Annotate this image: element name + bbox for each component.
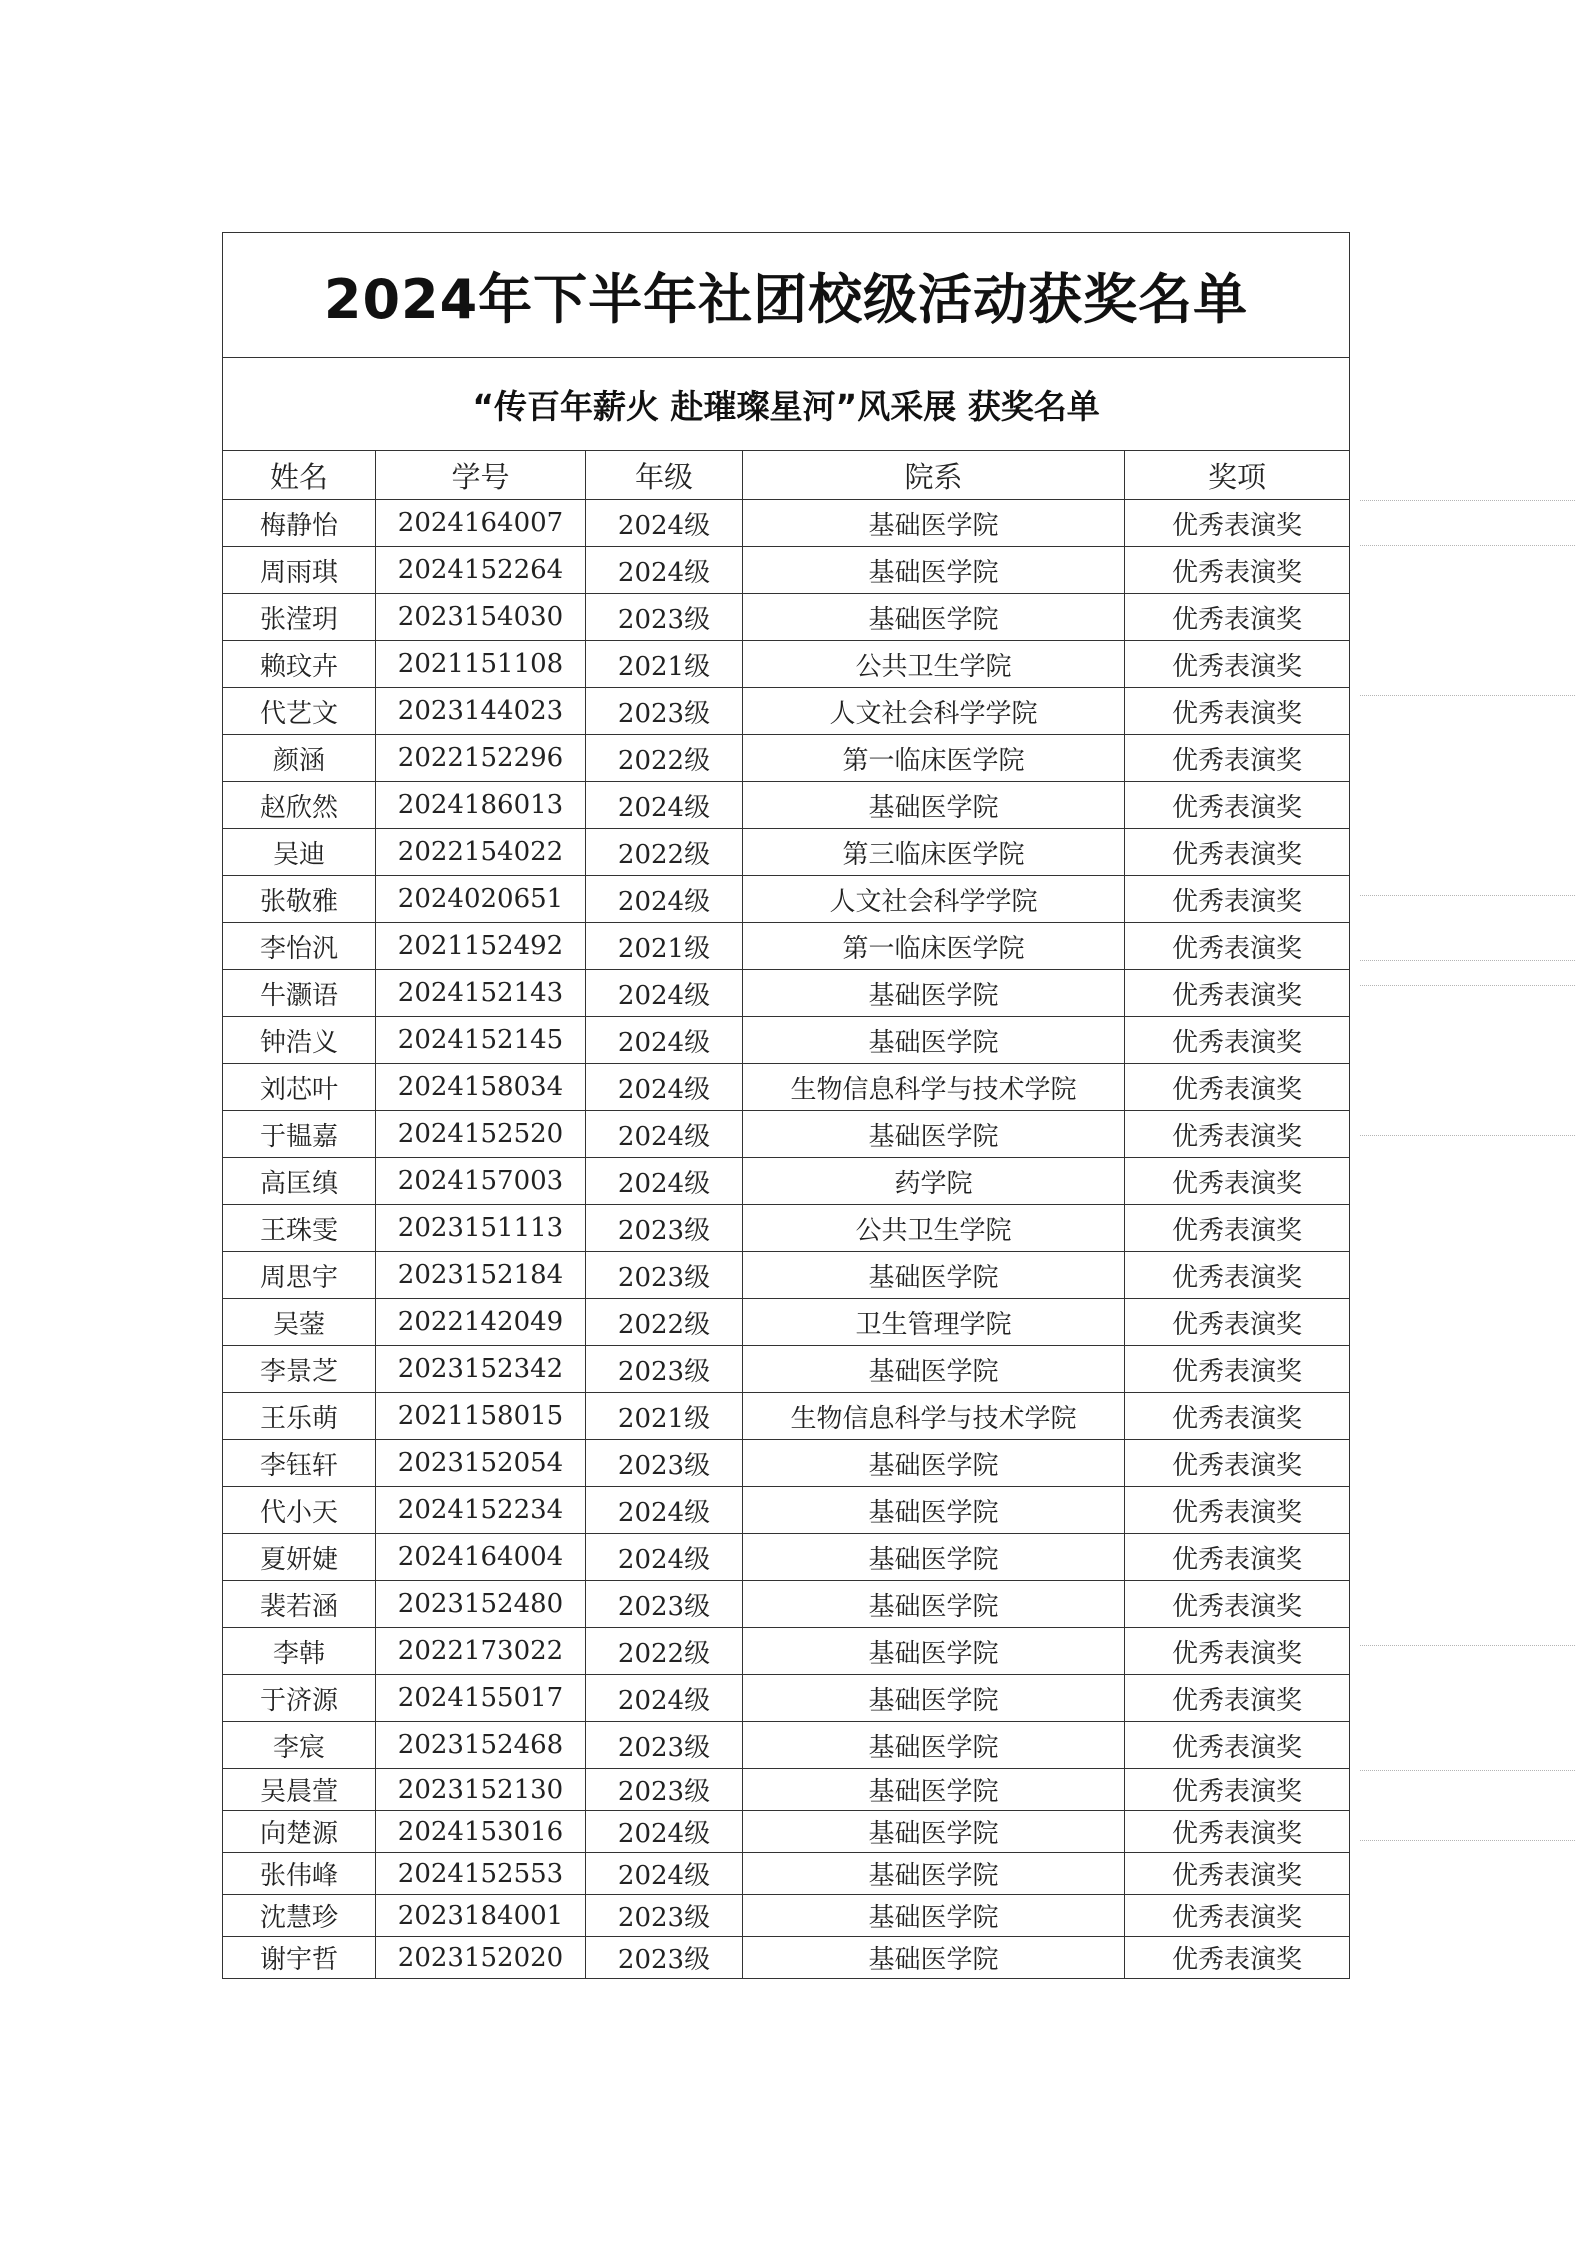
cell-award: 优秀表演奖 — [1125, 1628, 1350, 1675]
cell-award: 优秀表演奖 — [1125, 1205, 1350, 1252]
table-row — [223, 1299, 1350, 1346]
table-row — [223, 923, 1350, 970]
cell-name: 颜涵 — [223, 735, 376, 782]
cell-name: 吴晨萱 — [223, 1769, 376, 1811]
cell-name: 李钰轩 — [223, 1440, 376, 1487]
cell-department: 基础医学院 — [743, 1252, 1125, 1299]
table-row — [223, 1487, 1350, 1534]
cell-student-id: 2024153016 — [376, 1811, 586, 1853]
cell-grade: 2024级 — [586, 1017, 743, 1064]
cell-student-id: 2024158034 — [376, 1064, 586, 1111]
cell-grade: 2021级 — [586, 641, 743, 688]
cell-department: 第一临床医学院 — [743, 735, 1125, 782]
column-header-department: 院系 — [743, 451, 1125, 500]
cell-award: 优秀表演奖 — [1125, 1064, 1350, 1111]
margin-dotted-line — [1360, 1645, 1575, 1646]
cell-award: 优秀表演奖 — [1125, 1769, 1350, 1811]
cell-grade: 2022级 — [586, 829, 743, 876]
cell-award: 优秀表演奖 — [1125, 1017, 1350, 1064]
cell-student-id: 2023152020 — [376, 1937, 586, 1979]
cell-student-id: 2024152264 — [376, 547, 586, 594]
table-header — [223, 451, 1350, 500]
cell-department: 基础医学院 — [743, 1895, 1125, 1937]
cell-student-id: 2023152468 — [376, 1722, 586, 1769]
cell-name: 李韩 — [223, 1628, 376, 1675]
cell-grade: 2023级 — [586, 1769, 743, 1811]
cell-grade: 2024级 — [586, 1853, 743, 1895]
table-row — [223, 1158, 1350, 1205]
cell-award: 优秀表演奖 — [1125, 1534, 1350, 1581]
cell-grade: 2024级 — [586, 876, 743, 923]
table-row — [223, 688, 1350, 735]
cell-grade: 2024级 — [586, 500, 743, 547]
cell-name: 王乐萌 — [223, 1393, 376, 1440]
table-row — [223, 1440, 1350, 1487]
cell-award: 优秀表演奖 — [1125, 782, 1350, 829]
cell-name: 沈慧珍 — [223, 1895, 376, 1937]
table-row — [223, 1628, 1350, 1675]
cell-name: 梅静怡 — [223, 500, 376, 547]
margin-dotted-line — [1360, 1770, 1575, 1771]
cell-department: 药学院 — [743, 1158, 1125, 1205]
cell-department: 基础医学院 — [743, 1811, 1125, 1853]
cell-student-id: 2022142049 — [376, 1299, 586, 1346]
cell-department: 基础医学院 — [743, 1440, 1125, 1487]
table-row — [223, 1811, 1350, 1853]
margin-dotted-line — [1360, 960, 1575, 961]
cell-grade: 2024级 — [586, 782, 743, 829]
cell-student-id: 2023151113 — [376, 1205, 586, 1252]
cell-student-id: 2021151108 — [376, 641, 586, 688]
table-row — [223, 1581, 1350, 1628]
cell-award: 优秀表演奖 — [1125, 1393, 1350, 1440]
table-row — [223, 876, 1350, 923]
cell-department: 卫生管理学院 — [743, 1299, 1125, 1346]
cell-award: 优秀表演奖 — [1125, 1346, 1350, 1393]
cell-department: 人文社会科学学院 — [743, 688, 1125, 735]
cell-grade: 2024级 — [586, 1487, 743, 1534]
cell-student-id: 2022173022 — [376, 1628, 586, 1675]
cell-award: 优秀表演奖 — [1125, 876, 1350, 923]
cell-student-id: 2023152184 — [376, 1252, 586, 1299]
cell-name: 刘芯叶 — [223, 1064, 376, 1111]
cell-student-id: 2024152520 — [376, 1111, 586, 1158]
cell-award: 优秀表演奖 — [1125, 1111, 1350, 1158]
table-row — [223, 970, 1350, 1017]
cell-name: 代艺文 — [223, 688, 376, 735]
cell-student-id: 2023152480 — [376, 1581, 586, 1628]
cell-grade: 2023级 — [586, 688, 743, 735]
cell-grade: 2024级 — [586, 1675, 743, 1722]
cell-grade: 2021级 — [586, 1393, 743, 1440]
table-row — [223, 594, 1350, 641]
cell-student-id: 2022152296 — [376, 735, 586, 782]
cell-student-id: 2023144023 — [376, 688, 586, 735]
margin-dotted-line — [1360, 1135, 1575, 1136]
cell-student-id: 2021152492 — [376, 923, 586, 970]
cell-award: 优秀表演奖 — [1125, 1158, 1350, 1205]
cell-student-id: 2024152553 — [376, 1853, 586, 1895]
cell-award: 优秀表演奖 — [1125, 1937, 1350, 1979]
cell-award: 优秀表演奖 — [1125, 1487, 1350, 1534]
cell-grade: 2023级 — [586, 594, 743, 641]
cell-grade: 2023级 — [586, 1937, 743, 1979]
cell-department: 基础医学院 — [743, 782, 1125, 829]
table-row — [223, 1017, 1350, 1064]
table-row — [223, 1393, 1350, 1440]
cell-award: 优秀表演奖 — [1125, 1811, 1350, 1853]
cell-student-id: 2023184001 — [376, 1895, 586, 1937]
table-row — [223, 1769, 1350, 1811]
cell-grade: 2023级 — [586, 1440, 743, 1487]
cell-student-id: 2023152054 — [376, 1440, 586, 1487]
column-header-grade: 年级 — [586, 451, 743, 500]
table-row — [223, 829, 1350, 876]
cell-grade: 2023级 — [586, 1346, 743, 1393]
cell-award: 优秀表演奖 — [1125, 500, 1350, 547]
cell-department: 生物信息科学与技术学院 — [743, 1393, 1125, 1440]
cell-grade: 2022级 — [586, 1628, 743, 1675]
cell-department: 基础医学院 — [743, 1346, 1125, 1393]
cell-student-id: 2023152130 — [376, 1769, 586, 1811]
table-row — [223, 1895, 1350, 1937]
cell-name: 李怡汎 — [223, 923, 376, 970]
cell-name: 钟浩义 — [223, 1017, 376, 1064]
cell-award: 优秀表演奖 — [1125, 829, 1350, 876]
cell-department: 基础医学院 — [743, 547, 1125, 594]
margin-dotted-line — [1360, 895, 1575, 896]
cell-name: 牛灏语 — [223, 970, 376, 1017]
cell-student-id: 2024186013 — [376, 782, 586, 829]
cell-name: 赖玟卉 — [223, 641, 376, 688]
margin-dotted-line — [1360, 1840, 1575, 1841]
cell-award: 优秀表演奖 — [1125, 641, 1350, 688]
cell-department: 基础医学院 — [743, 594, 1125, 641]
cell-grade: 2024级 — [586, 547, 743, 594]
cell-grade: 2023级 — [586, 1581, 743, 1628]
cell-award: 优秀表演奖 — [1125, 688, 1350, 735]
cell-department: 第三临床医学院 — [743, 829, 1125, 876]
table-row — [223, 735, 1350, 782]
cell-student-id: 2024157003 — [376, 1158, 586, 1205]
cell-award: 优秀表演奖 — [1125, 1675, 1350, 1722]
cell-department: 基础医学院 — [743, 1769, 1125, 1811]
cell-department: 基础医学院 — [743, 1722, 1125, 1769]
cell-name: 周雨琪 — [223, 547, 376, 594]
table-row — [223, 1252, 1350, 1299]
award-list-table — [222, 232, 1350, 1979]
cell-grade: 2024级 — [586, 1534, 743, 1581]
cell-name: 向楚源 — [223, 1811, 376, 1853]
title-row — [223, 233, 1350, 358]
cell-department: 基础医学院 — [743, 1853, 1125, 1895]
cell-department: 基础医学院 — [743, 1017, 1125, 1064]
cell-name: 吴蓥 — [223, 1299, 376, 1346]
cell-student-id: 2024152143 — [376, 970, 586, 1017]
cell-name: 王珠雯 — [223, 1205, 376, 1252]
cell-name: 于济源 — [223, 1675, 376, 1722]
cell-department: 基础医学院 — [743, 1628, 1125, 1675]
table-row — [223, 1675, 1350, 1722]
cell-student-id: 2024164007 — [376, 500, 586, 547]
table-row — [223, 1111, 1350, 1158]
cell-student-id: 2024020651 — [376, 876, 586, 923]
cell-award: 优秀表演奖 — [1125, 1581, 1350, 1628]
cell-award: 优秀表演奖 — [1125, 1252, 1350, 1299]
cell-name: 谢宇哲 — [223, 1937, 376, 1979]
table-row — [223, 1534, 1350, 1581]
cell-name: 张伟峰 — [223, 1853, 376, 1895]
cell-name: 张敬雅 — [223, 876, 376, 923]
subtitle-row — [223, 358, 1350, 451]
cell-department: 基础医学院 — [743, 1581, 1125, 1628]
cell-name: 代小天 — [223, 1487, 376, 1534]
cell-award: 优秀表演奖 — [1125, 1299, 1350, 1346]
cell-student-id: 2023154030 — [376, 594, 586, 641]
cell-award: 优秀表演奖 — [1125, 970, 1350, 1017]
table-row — [223, 547, 1350, 594]
cell-name: 李宸 — [223, 1722, 376, 1769]
cell-department: 人文社会科学学院 — [743, 876, 1125, 923]
cell-department: 基础医学院 — [743, 1675, 1125, 1722]
cell-name: 夏妍婕 — [223, 1534, 376, 1581]
cell-award: 优秀表演奖 — [1125, 547, 1350, 594]
cell-department: 基础医学院 — [743, 1534, 1125, 1581]
table-row — [223, 1064, 1350, 1111]
cell-department: 基础医学院 — [743, 970, 1125, 1017]
margin-dotted-line — [1360, 985, 1575, 986]
table-row — [223, 641, 1350, 688]
cell-grade: 2021级 — [586, 923, 743, 970]
cell-student-id: 2022154022 — [376, 829, 586, 876]
cell-grade: 2024级 — [586, 1111, 743, 1158]
cell-department: 基础医学院 — [743, 1111, 1125, 1158]
cell-award: 优秀表演奖 — [1125, 1722, 1350, 1769]
cell-student-id: 2023152342 — [376, 1346, 586, 1393]
margin-dotted-line — [1360, 500, 1575, 501]
table-row — [223, 1346, 1350, 1393]
cell-department: 基础医学院 — [743, 1487, 1125, 1534]
cell-grade: 2023级 — [586, 1722, 743, 1769]
table-row — [223, 1722, 1350, 1769]
table-row — [223, 1853, 1350, 1895]
cell-grade: 2022级 — [586, 1299, 743, 1346]
cell-department: 生物信息科学与技术学院 — [743, 1064, 1125, 1111]
cell-award: 优秀表演奖 — [1125, 1440, 1350, 1487]
cell-name: 赵欣然 — [223, 782, 376, 829]
cell-student-id: 2024152234 — [376, 1487, 586, 1534]
margin-dotted-line — [1360, 695, 1575, 696]
cell-department: 基础医学院 — [743, 500, 1125, 547]
cell-award: 优秀表演奖 — [1125, 594, 1350, 641]
cell-name: 于韫嘉 — [223, 1111, 376, 1158]
column-header-student-id: 学号 — [376, 451, 586, 500]
cell-name: 李景芝 — [223, 1346, 376, 1393]
cell-department: 基础医学院 — [743, 1937, 1125, 1979]
cell-department: 公共卫生学院 — [743, 641, 1125, 688]
cell-grade: 2024级 — [586, 1811, 743, 1853]
cell-student-id: 2024155017 — [376, 1675, 586, 1722]
column-header-name: 姓名 — [223, 451, 376, 500]
cell-name: 张滢玥 — [223, 594, 376, 641]
column-header-award: 奖项 — [1125, 451, 1350, 500]
table-row — [223, 500, 1350, 547]
cell-name: 裴若涵 — [223, 1581, 376, 1628]
cell-department: 第一临床医学院 — [743, 923, 1125, 970]
cell-name: 吴迪 — [223, 829, 376, 876]
cell-grade: 2023级 — [586, 1895, 743, 1937]
cell-award: 优秀表演奖 — [1125, 923, 1350, 970]
cell-award: 优秀表演奖 — [1125, 1895, 1350, 1937]
table-row — [223, 782, 1350, 829]
cell-grade: 2024级 — [586, 1158, 743, 1205]
table-row — [223, 1937, 1350, 1979]
table-row — [223, 1205, 1350, 1252]
cell-student-id: 2024152145 — [376, 1017, 586, 1064]
cell-name: 高匡缜 — [223, 1158, 376, 1205]
page-title: 2024年下半年社团校级活动获奖名单 — [223, 233, 1350, 358]
cell-name: 周思宇 — [223, 1252, 376, 1299]
cell-department: 公共卫生学院 — [743, 1205, 1125, 1252]
page-subtitle: “传百年薪火 赴璀璨星河”风采展 获奖名单 — [223, 358, 1350, 451]
cell-grade: 2024级 — [586, 1064, 743, 1111]
cell-grade: 2022级 — [586, 735, 743, 782]
cell-student-id: 2021158015 — [376, 1393, 586, 1440]
cell-grade: 2023级 — [586, 1252, 743, 1299]
cell-award: 优秀表演奖 — [1125, 735, 1350, 782]
margin-dotted-line — [1360, 545, 1575, 546]
cell-grade: 2023级 — [586, 1205, 743, 1252]
cell-award: 优秀表演奖 — [1125, 1853, 1350, 1895]
cell-grade: 2024级 — [586, 970, 743, 1017]
cell-student-id: 2024164004 — [376, 1534, 586, 1581]
